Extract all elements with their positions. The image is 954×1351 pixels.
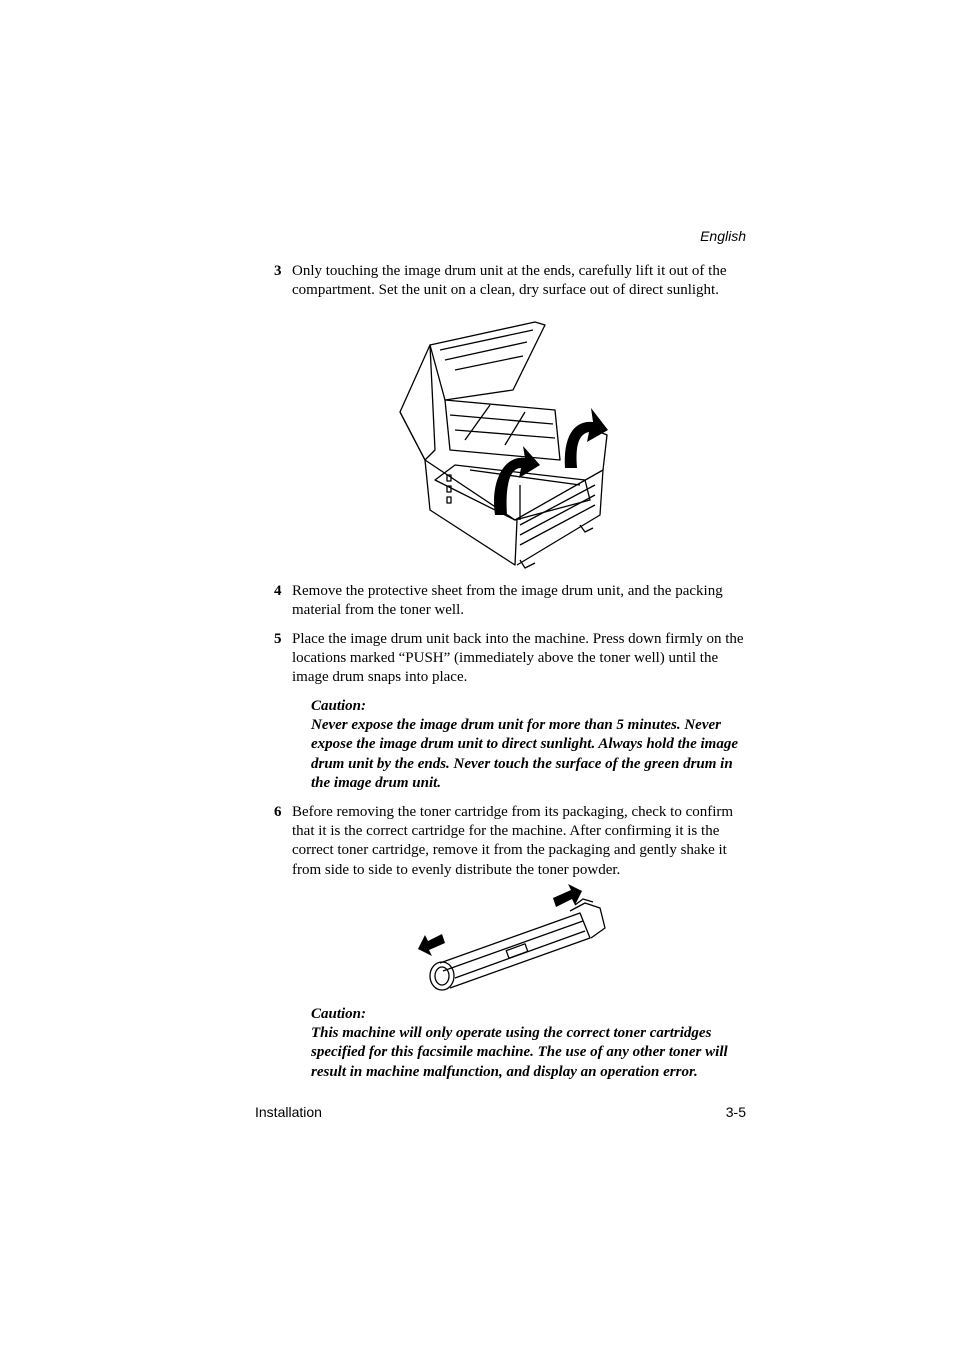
step-number: 6 (274, 804, 282, 820)
toner-shake-illustration (415, 883, 615, 998)
caution-title: Caution: (311, 698, 367, 714)
caution-title: Caution: (311, 1006, 367, 1022)
step-5 (274, 630, 746, 688)
shake-arrow-left (418, 934, 445, 956)
footer-section: Installation (255, 1104, 322, 1120)
fax-machine-drum-removal-icon (395, 320, 610, 570)
step-number: 3 (274, 263, 282, 279)
caution-text: This machine will only operate using the correct toner cartridges specified for this facsimile machine. The use of any other toner will result in machine malfunction, and display an operation error. (311, 1025, 728, 1080)
step-text: Only touching the image drum unit at the ends, carefully lift it out of the compartment. Set the unit on a clean, dry surface out of direct sunlight. (292, 263, 727, 299)
step-number: 5 (274, 631, 282, 647)
step-text: Before removing the toner cartridge from its packaging, check to confirm that it is the correct cartridge for the machine. After confirming it is the correct toner cartridge, remove it from the packaging and gently shake it from side to side to evenly distribute the toner powder. (292, 804, 734, 878)
footer-page-number: 3-5 (725, 1104, 746, 1120)
step-text: Remove the protective sheet from the image drum unit, and the packing material from the toner well. (292, 583, 723, 619)
lift-arrow-right (565, 408, 608, 468)
step-text: Place the image drum unit back into the machine. Press down firmly on the locations marked “PUSH” (immediately above the toner well) until the image drum snaps into place. (292, 631, 744, 686)
caution-block-toner (311, 1005, 751, 1082)
caution-text: Never expose the image drum unit for more than 5 minutes. Never expose the image drum unit to direct sunlight. Always hold the image drum unit by the ends. Never touch the surface of the green drum in the image drum unit. (311, 717, 738, 791)
drum-removal-illustration (395, 320, 610, 570)
step-number: 4 (274, 583, 282, 599)
caution-block-drum (311, 697, 751, 793)
step-6 (274, 803, 746, 880)
header-language: English (700, 228, 746, 244)
step-4 (274, 582, 746, 620)
step-3 (274, 262, 746, 300)
toner-cartridge-shake-icon (415, 883, 615, 998)
